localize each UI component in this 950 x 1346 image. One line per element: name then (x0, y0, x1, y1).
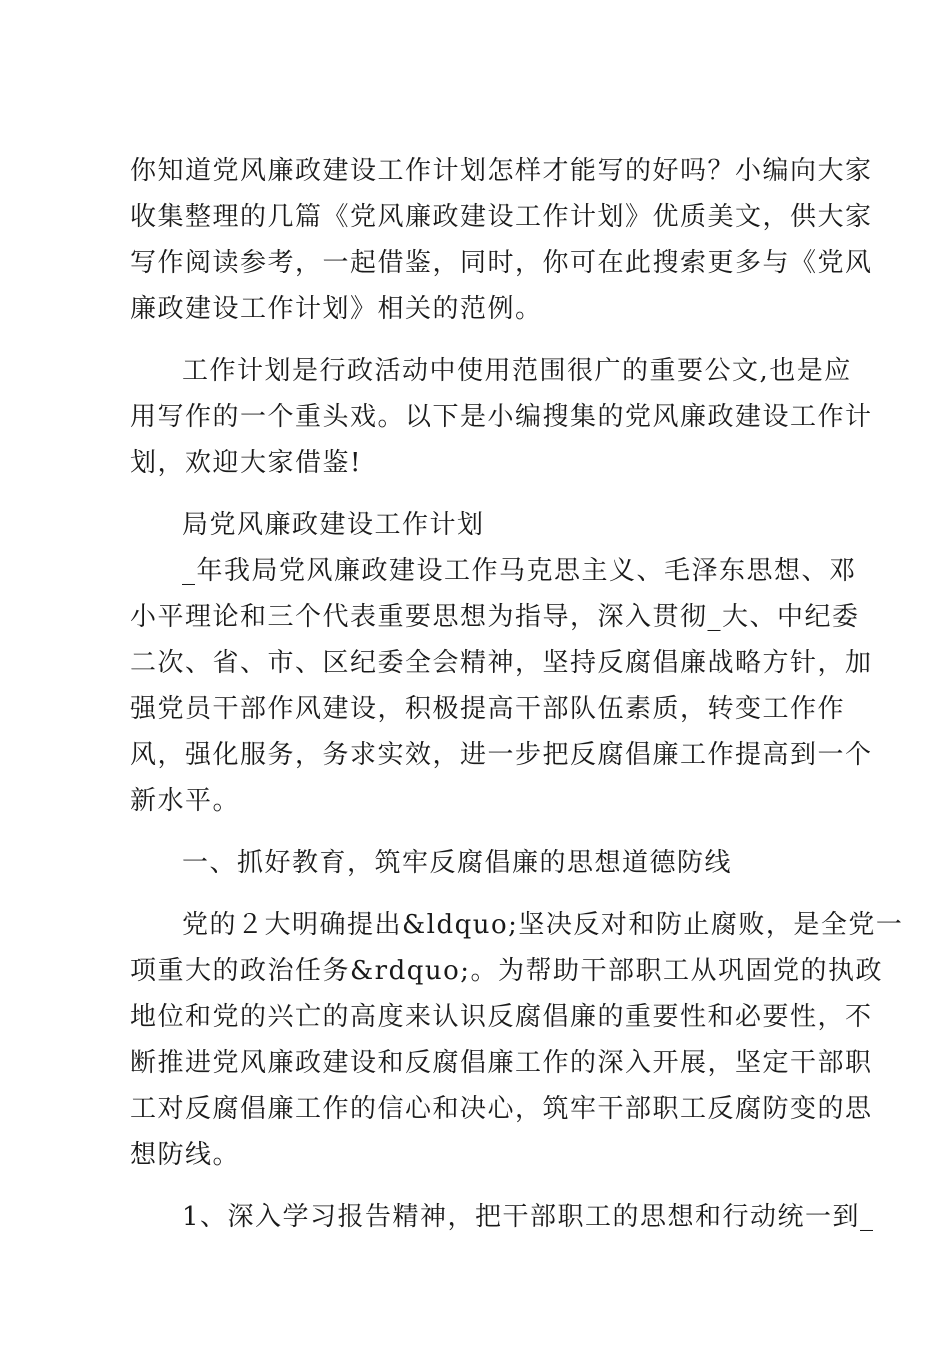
intro-paragraph (130, 148, 873, 332)
text-line: 写作阅读参考，一起借鉴，同时，你可在此搜索更多与《党风 (130, 248, 873, 278)
section-heading-1 (130, 840, 830, 886)
heading-line: 一、抓好教育，筑牢反腐倡廉的思想道德防线 (182, 848, 733, 878)
text-line: 1、深入学习报告精神，把干部职工的思想和行动统一到_ (182, 1202, 875, 1232)
text-line: 风，强化服务，务求实效，进一步把反腐倡廉工作提高到一个 (130, 740, 873, 770)
text-line: _年我局党风廉政建设工作马克思主义、毛泽东思想、邓 (182, 556, 857, 586)
text-line: 收集整理的几篇《党风廉政建设工作计划》优质美文，供大家 (130, 202, 873, 232)
text-line: 用写作的一个重头戏。以下是小编搜集的党风廉政建设工作计 (130, 402, 873, 432)
text-line: 廉政建设工作计划》相关的范例。 (130, 294, 543, 324)
text-line: 新水平。 (130, 786, 241, 816)
body-paragraph-2 (130, 902, 904, 1178)
text-line: 项重大的政治任务&rdquo;。为帮助干部职工从巩固党的执政 (130, 956, 884, 986)
body-paragraph-1 (130, 548, 873, 824)
document-title (130, 502, 830, 548)
list-item-1 (130, 1194, 875, 1240)
text-line: 小平理论和三个代表重要思想为指导，深入贯彻_大、中纪委 (130, 602, 860, 632)
text-line: 二次、省、市、区纪委全会精神，坚持反腐倡廉战略方针，加 (130, 648, 873, 678)
text-line: 工对反腐倡廉工作的信心和决心，筑牢干部职工反腐防变的思 (130, 1094, 873, 1124)
text-line: 想防线。 (130, 1140, 241, 1170)
title-line: 局党风廉政建设工作计划 (182, 510, 485, 540)
text-line: 工作计划是行政活动中使用范围很广的重要公文,也是应 (182, 356, 852, 386)
document-page (130, 148, 904, 1240)
preface-paragraph (130, 348, 873, 486)
text-line: 断推进党风廉政建设和反腐倡廉工作的深入开展，坚定干部职 (130, 1048, 873, 1078)
text-line: 党的２大明确提出&ldquo;坚决反对和防止腐败，是全党一 (182, 910, 904, 940)
text-line: 你知道党风廉政建设工作计划怎样才能写的好吗？小编向大家 (130, 156, 873, 186)
text-line: 地位和党的兴亡的高度来认识反腐倡廉的重要性和必要性，不 (130, 1002, 873, 1032)
text-line: 强党员干部作风建设，积极提高干部队伍素质，转变工作作 (130, 694, 846, 724)
text-line: 划，欢迎大家借鉴! (130, 448, 362, 478)
